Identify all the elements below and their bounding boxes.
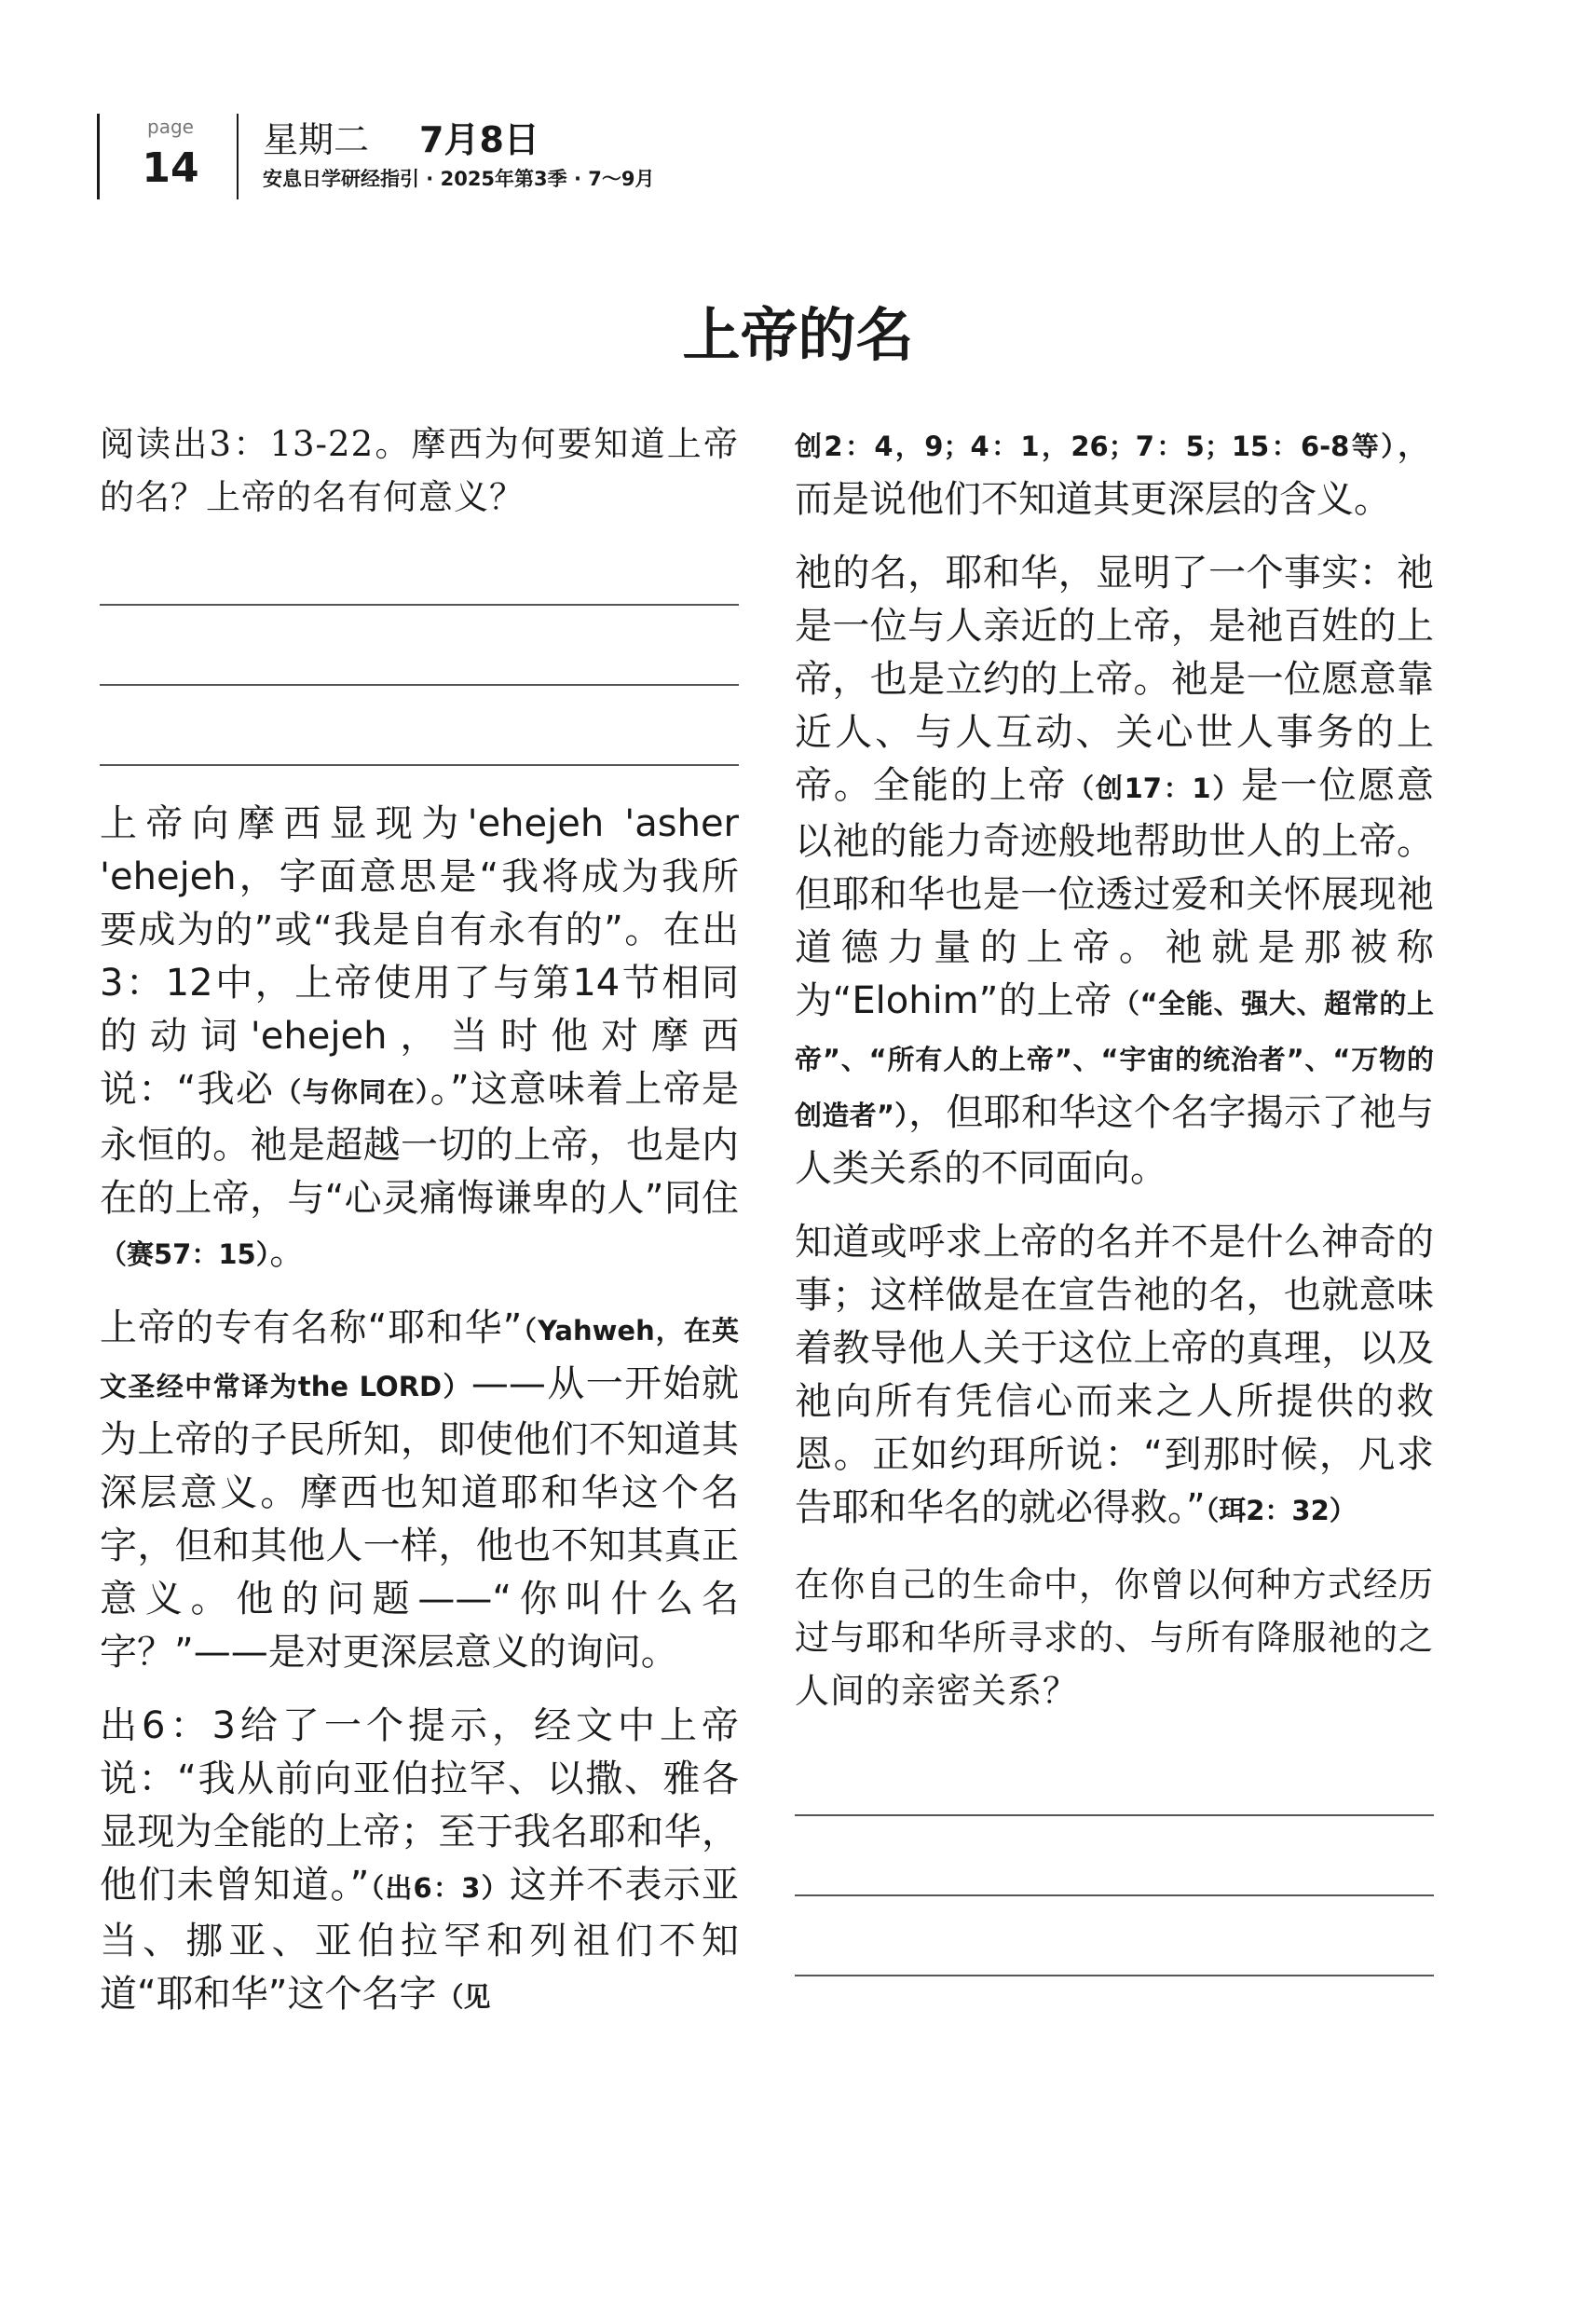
left-column [100,417,739,2044]
paragraph [100,798,739,1281]
text: ——从一开始就为上帝的子民所知，即使他们不知道其深层意义。摩西也知道耶和华这个名字，但和其他人一样，他也不知其真正意义。他的问题——“你叫什么名字？”——是对更深层意义的询问。 [100,1362,739,1674]
right-column [795,417,1434,2008]
scripture-ref: （见 [436,1981,491,2013]
scripture-ref: （Yahweh，在英文圣经中常译为the LORD） [100,1315,739,1402]
text: 是一位愿意以祂的能力奇迹般地帮助世人的上帝。但耶和华也是一位透过爱和关怀展现祂道德力量的上帝。祂就是那被称为“Elohim”的上帝 [795,764,1435,1022]
text: 。 [269,1230,307,1273]
lesson-title: 上帝的名 [682,301,914,369]
date: 7月8日 [419,119,539,160]
page-label: page [147,116,194,138]
publication-subtitle: 安息日学研经指引 · 2025年第3季 · 7～9月 [263,168,655,190]
scripture-ref: （珥2：32） [1205,1495,1357,1526]
text: 出6：3给了一个提示，经文中上帝说：“我从前向亚伯拉罕、以撒、雅各显现为全能的上帝；至于我名耶和华，他们未曾知道。” [100,1704,739,1907]
scripture-ref: （与你同在） [274,1076,430,1108]
header-divider-left [97,114,100,199]
scripture-ref: （赛57：15） [100,1238,270,1270]
page-header [97,114,935,199]
scripture-ref: （出6：3） [369,1872,510,1904]
text: 祂的名，耶和华，显明了一个事实：祂是一位与人亲近的上帝，是祂百姓的上帝，也是立约的上帝。祂是一位愿意靠近人、与人互动、关心世人事务的上帝。全能的上帝 [795,552,1434,807]
text: 上帝向摩西显现为'ehejeh 'asher 'ehejeh，字面意思是“我将成为我所要成为的”或“我是自有永有的”。在出3：12中，上帝使用了与第14节相同的动词'ehejeh，当时他对摩西说：“我必 [100,802,739,1111]
study-question: 阅读出3：13-22。摩西为何要知道上帝的名？上帝的名有何意义？ [100,424,739,517]
answer-line[interactable] [100,606,739,686]
answer-lines [100,544,739,766]
text: 。”这意味着上帝是永恒的。祂是超越一切的上帝，也是内在的上帝，与“心灵痛悔谦卑的人”同住 [100,1068,739,1220]
answer-line[interactable] [100,544,739,606]
answer-line[interactable] [100,686,739,766]
text: 上帝的专有名称“耶和华” [100,1306,523,1349]
weekday: 星期二 [263,119,370,160]
paragraph [100,1302,739,1679]
header-divider [237,114,239,199]
text: 这并不表示亚当、挪亚、亚伯拉罕和列祖们不知道“耶和华”这个名字 [100,1864,740,2016]
answer-line[interactable] [795,1755,1434,1816]
reflection-question: 在你自己的生命中，你曾以何种方式经历过与耶和华所寻求的、与所有降服祂的之人间的亲密关系？ [795,1565,1434,1711]
answer-line[interactable] [795,1896,1434,1976]
text: 知道或呼求上帝的名并不是什么神奇的事；这样做是在宣告祂的名，也就意味着教导他人关于这位上帝的真理，以及祂向所有凭信心而来之人所提供的救恩。正如约珥所说：“到那时候，凡求告耶和华名的就必得救。” [795,1221,1434,1529]
scripture-ref: （创17：1） [1067,773,1242,804]
scripture-ref: （“全能、强大、超常的上帝”、“所有人的上帝”、“宇宙的统治者”、“万物的创造者”） [795,988,1435,1131]
paragraph [100,1700,739,2024]
text: ，而是说他们不知道其更深层的含义。 [795,422,1434,521]
scripture-ref: 创2：4，9；4：1，26；7：5；15：6-8等） [795,431,1397,462]
page-number: 14 [142,144,199,192]
paragraph [795,417,1434,526]
paragraph [795,547,1434,1196]
paragraph [795,1216,1434,1538]
answer-line[interactable] [795,1816,1434,1896]
answer-lines [795,1755,1434,1976]
text: ，但耶和华这个名字揭示了祂与人类关系的不同面向。 [795,1091,1435,1190]
